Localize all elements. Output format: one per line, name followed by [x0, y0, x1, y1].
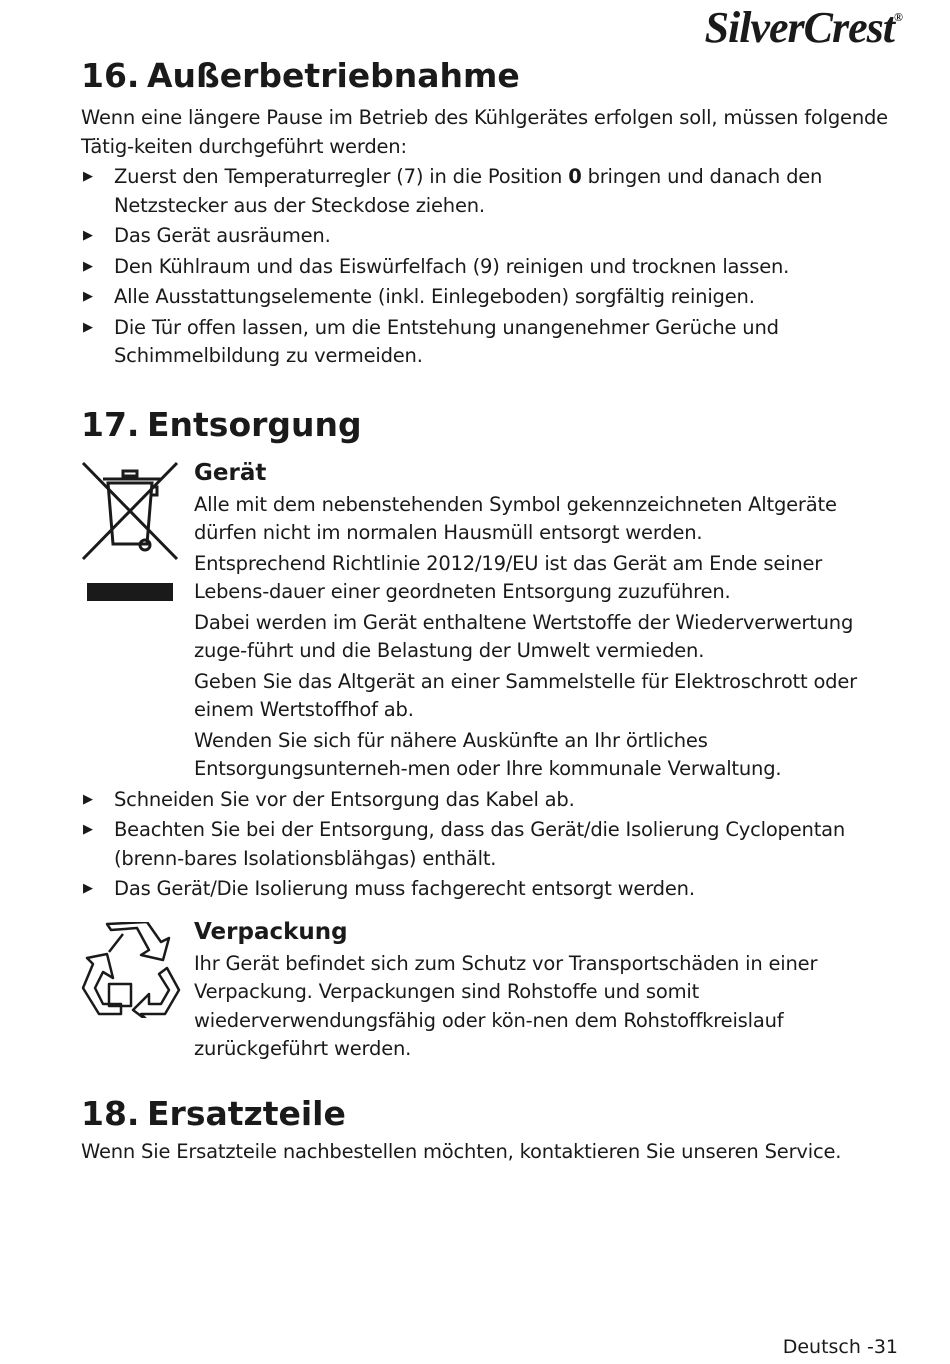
page-content — [81, 52, 903, 1168]
device-disposal-block — [81, 457, 903, 784]
triangle-bullet-icon: ▶ — [83, 822, 93, 837]
list-item — [81, 786, 903, 815]
device-paragraph: Alle mit dem nebenstehenden Symbol gekennzeichneten Altgeräte dürfen nicht im normalen Hausmüll entsorgt werden. — [194, 492, 837, 544]
section-title: Entsorgung — [147, 404, 362, 444]
list-item — [81, 283, 903, 312]
device-paragraph: Geben Sie das Altgerät an einer Sammelstelle für Elektroschrott oder einem Wertstoffhof ab. — [194, 669, 857, 721]
device-paragraph: Dabei werden im Gerät enthaltene Wertstoffe der Wiederverwertung zuge-führt und die Belastung der Umwelt vermieden. — [194, 610, 854, 662]
list-item — [81, 253, 903, 282]
section-16-bullet-list — [81, 163, 903, 371]
brand-logo-text: SilverCrest — [704, 3, 895, 52]
list-item — [81, 314, 903, 371]
bullet-text: Alle Ausstattungselemente (inkl. Einlegeboden) sorgfältig reinigen. — [114, 285, 755, 308]
bullet-text-post: bringen und danach den Netzstecker aus der Steckdose ziehen. — [114, 165, 823, 217]
section-17-heading — [81, 401, 903, 449]
section-number: 18. — [81, 1093, 140, 1133]
list-item — [81, 163, 903, 220]
bullet-text: Das Gerät ausräumen. — [114, 224, 331, 247]
list-item — [81, 816, 903, 873]
device-paragraph: Wenden Sie sich für nähere Auskünfte an Ihr örtliches Entsorgungsunterneh-men oder Ihre kommunale Verwaltung. — [194, 728, 782, 780]
triangle-bullet-icon: ▶ — [83, 228, 93, 243]
packaging-text: Ihr Gerät befindet sich zum Schutz vor Transportschäden in einer Verpackung. Verpackungen sind Rohstoffe und somit wiederverwendungsfähig oder kön-nen dem Rohstoffkreislauf zurückgeführt werden. — [194, 951, 818, 1060]
recycling-arrows-icon — [81, 922, 181, 1018]
registered-mark: ® — [894, 10, 902, 24]
bullet-text: Beachten Sie bei der Entsorgung, dass das Gerät/die Isolierung Cyclopentan (brenn-bares Isolationsblähgas) enthält. — [114, 818, 846, 870]
section-16-intro: Wenn eine längere Pause im Betrieb des Kühlgerätes erfolgen soll, müssen folgende Tätig-keiten durchgeführt werden: — [81, 106, 888, 158]
brand-logo — [705, 2, 902, 53]
bullet-text: Das Gerät/Die Isolierung muss fachgerecht entsorgt werden. — [114, 877, 695, 900]
section-18-text: Wenn Sie Ersatzteile nachbestellen möchten, kontaktieren Sie unseren Service. — [81, 1139, 842, 1163]
triangle-bullet-icon: ▶ — [83, 169, 93, 184]
triangle-bullet-icon: ▶ — [83, 881, 93, 896]
section-title: Ersatzteile — [147, 1093, 346, 1133]
device-heading: Gerät — [194, 459, 267, 486]
triangle-bullet-icon: ▶ — [83, 289, 93, 304]
section-16-heading — [81, 52, 903, 100]
section-number: 17. — [81, 404, 140, 444]
bullet-text: Schneiden Sie vor der Entsorgung das Kabel ab. — [114, 787, 575, 811]
packaging-heading: Verpackung — [194, 918, 348, 945]
section-17-bullet-list — [81, 786, 903, 904]
bullet-text: Den Kühlraum und das Eiswürfelfach (9) reinigen und trocknen lassen. — [114, 254, 790, 278]
list-item — [81, 875, 903, 904]
triangle-bullet-icon: ▶ — [83, 258, 93, 274]
crossed-out-wheelie-bin-icon — [81, 461, 179, 601]
bullet-text-pre: Zuerst den Temperaturregler (7) in die Position — [114, 165, 563, 188]
section-title: Außerbetriebnahme — [147, 56, 520, 95]
triangle-bullet-icon: ▶ — [83, 319, 93, 335]
device-paragraph: Entsprechend Richtlinie 2012/19/EU ist das Gerät am Ende seiner Lebens-dauer einer geordneten Entsorgung zuzuführen. — [194, 551, 823, 603]
section-18-heading — [81, 1090, 903, 1138]
triangle-bullet-icon: ▶ — [83, 791, 93, 807]
bullet-text: Die Tür offen lassen, um die Entstehung unangenehmer Gerüche und Schimmelbildung zu vermeiden. — [114, 315, 779, 367]
position-value: 0 — [568, 165, 582, 188]
section-number: 16. — [81, 56, 140, 95]
list-item — [81, 222, 903, 251]
packaging-block — [81, 916, 903, 1064]
page-footer: Deutsch -31 — [782, 1336, 898, 1358]
